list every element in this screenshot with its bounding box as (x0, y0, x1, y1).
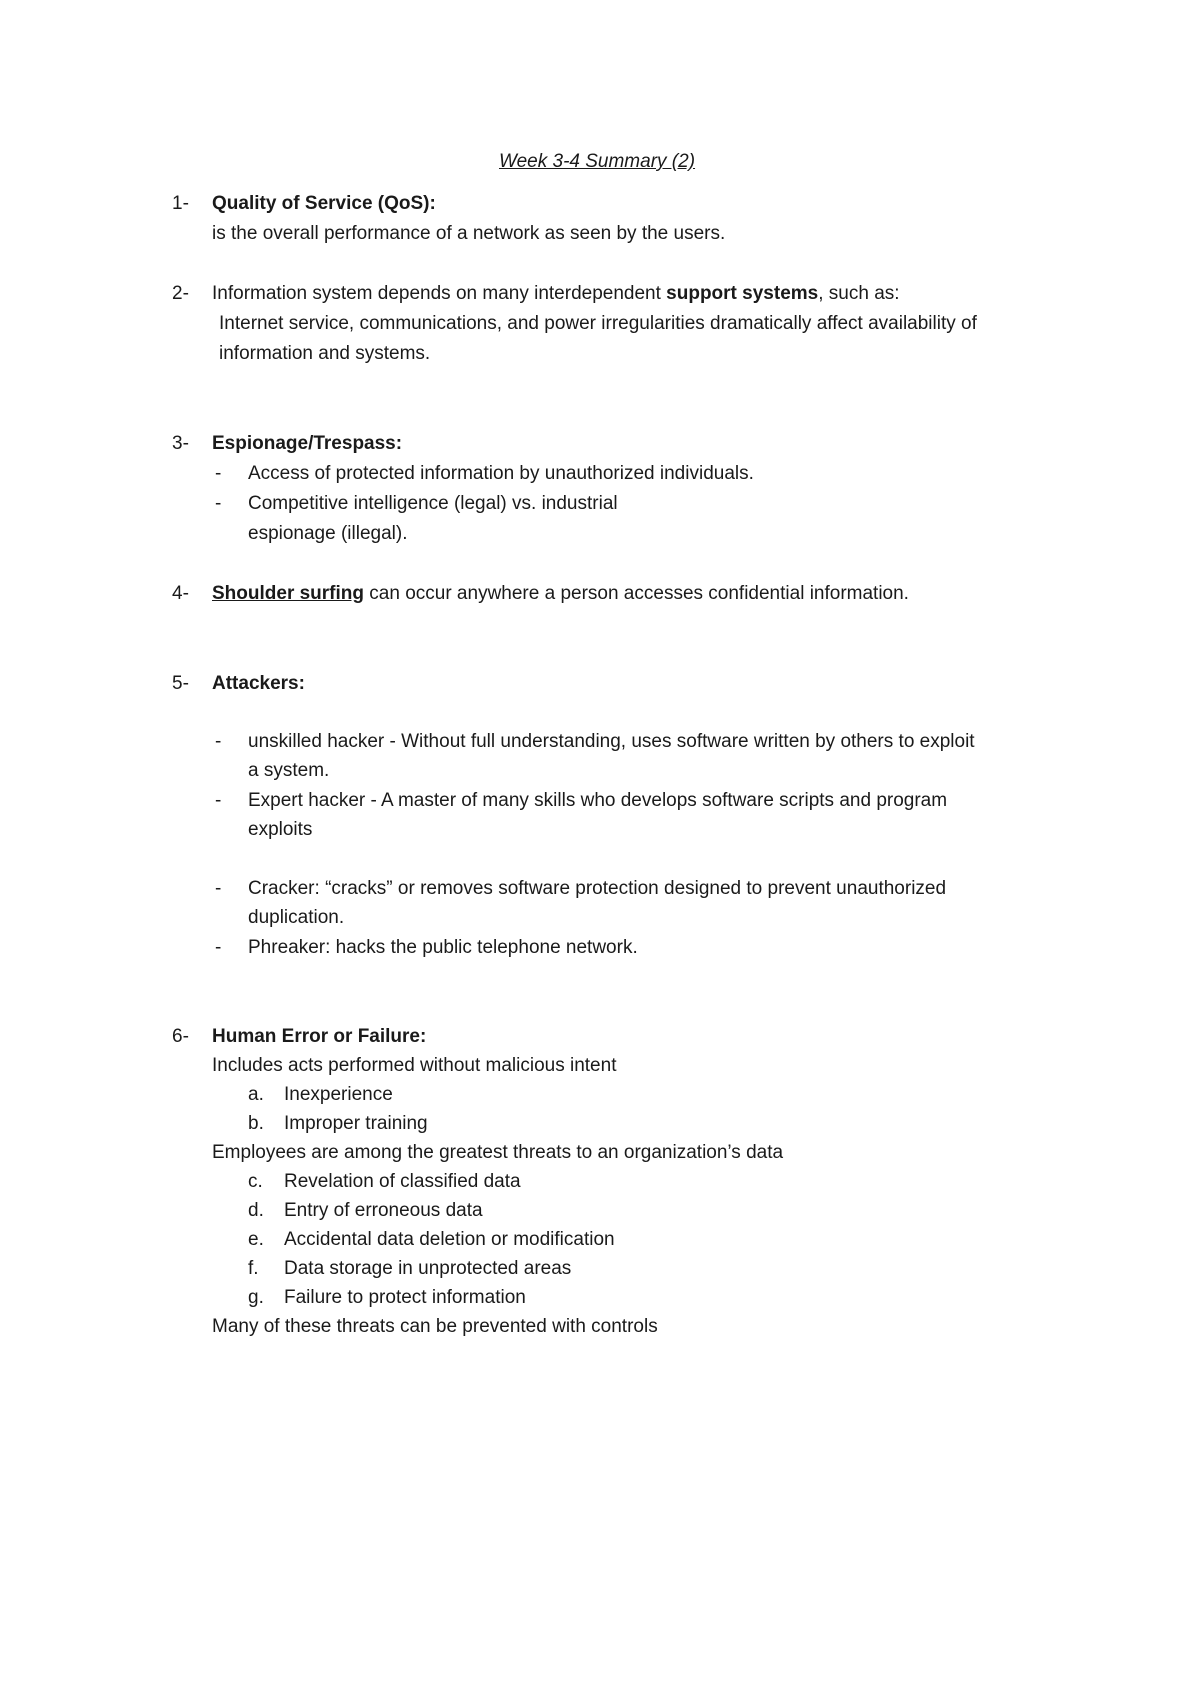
section-6-item-d: Entry of erroneous data (284, 1200, 483, 1221)
section-2-line3: information and systems. (219, 343, 431, 364)
section-1-heading: Quality of Service (QoS): (212, 193, 436, 214)
section-5-bullet-3-line2: duplication. (248, 907, 345, 928)
section-2-intro-a: Information system depends on many interdependent (212, 283, 667, 304)
section-2-number: 2- (172, 283, 189, 304)
section-2-intro-bold: support systems (666, 283, 819, 304)
section-6-item-b: Improper training (284, 1113, 428, 1134)
section-6-para-3: Many of these threats can be prevented with controls (212, 1316, 658, 1337)
section-5-bullet-2-line2: exploits (248, 819, 313, 840)
section-6-para-1: Includes acts performed without malicious intent (212, 1055, 617, 1076)
section-1-body: is the overall performance of a network as seen by the users. (212, 223, 726, 244)
section-5-bullet-1-line2: a system. (248, 760, 330, 781)
section-6-item-b-mark: b. (248, 1113, 264, 1134)
section-6-item-e: Accidental data deletion or modification (284, 1229, 615, 1250)
section-5-bullet-2-line1: Expert hacker - A master of many skills who develops software scripts and program (248, 790, 948, 811)
section-2-line2: Internet service, communications, and power irregularities dramatically affect availability of (219, 313, 977, 334)
section-6-para-2: Employees are among the greatest threats to an organization’s data (212, 1142, 784, 1163)
section-2-intro-b: , such as: (818, 283, 900, 304)
section-5-bullet-4: Phreaker: hacks the public telephone network. (248, 937, 638, 958)
section-3-heading: Espionage/Trespass: (212, 433, 403, 454)
section-5-bullet-4-dash: - (215, 937, 222, 958)
section-6-item-c-mark: c. (248, 1171, 263, 1192)
section-5-bullet-3-dash: - (215, 878, 222, 899)
section-3-bullet-2-line2: espionage (illegal). (248, 523, 408, 544)
section-1-number: 1- (172, 193, 189, 214)
section-3-bullet-1: Access of protected information by unauthorized individuals. (248, 463, 754, 484)
section-6-item-a-mark: a. (248, 1084, 264, 1105)
section-2-intro (212, 282, 900, 306)
section-6-item-d-mark: d. (248, 1200, 264, 1221)
section-6-item-a: Inexperience (284, 1084, 393, 1105)
section-4-rest: can occur anywhere a person accesses confidential information. (364, 583, 909, 604)
section-5-bullet-3-line1: Cracker: “cracks” or removes software protection designed to prevent unauthorized (248, 878, 947, 899)
section-6-item-c: Revelation of classified data (284, 1171, 521, 1192)
section-5-bullet-2-dash: - (215, 790, 222, 811)
section-3-bullet-1-dash: - (215, 463, 222, 484)
section-6-item-f-mark: f. (248, 1258, 259, 1279)
section-6-item-g-mark: g. (248, 1287, 264, 1308)
section-4-term: Shoulder surfing (212, 583, 364, 604)
section-6-item-g: Failure to protect information (284, 1287, 526, 1308)
section-6-item-e-mark: e. (248, 1229, 264, 1250)
section-5-number: 5- (172, 673, 189, 694)
document-title: Week 3-4 Summary (2) (499, 151, 696, 172)
section-6-item-f: Data storage in unprotected areas (284, 1258, 572, 1279)
section-3-number: 3- (172, 433, 189, 454)
section-5-bullet-1-dash: - (215, 731, 222, 752)
section-3-bullet-2-dash: - (215, 493, 222, 514)
section-3-bullet-2-line1: Competitive intelligence (legal) vs. industrial (248, 493, 618, 514)
section-6-number: 6- (172, 1026, 189, 1047)
section-6-heading: Human Error or Failure: (212, 1026, 427, 1047)
section-5-heading: Attackers: (212, 673, 305, 694)
section-4-text (212, 582, 909, 606)
section-4-number: 4- (172, 583, 189, 604)
section-5-bullet-1-line1: unskilled hacker - Without full understanding, uses software written by others to exploit (248, 731, 975, 752)
